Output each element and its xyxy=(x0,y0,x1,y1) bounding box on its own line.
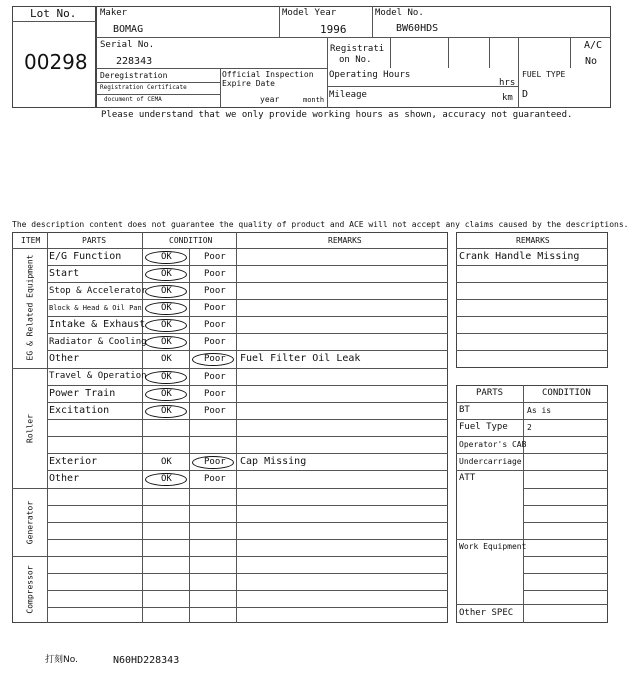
part-other-roller: Other xyxy=(49,473,80,484)
poor-label: Poor xyxy=(204,252,226,262)
poor-label: Poor xyxy=(204,320,226,330)
ac-label: A/C xyxy=(584,40,603,51)
poor-label: Poor xyxy=(204,303,226,313)
group-generator-label: Generator xyxy=(25,500,35,545)
km-label: km xyxy=(502,93,513,103)
poor-label: Poor xyxy=(204,406,226,416)
ok-label: OK xyxy=(161,354,172,364)
poor-label: Poor xyxy=(204,389,226,399)
col-item-header: ITEM xyxy=(21,236,41,245)
reg-cert-label: Registration Certificate xyxy=(100,84,187,91)
ok-selected-oval xyxy=(145,251,187,264)
poor-selected-oval xyxy=(192,353,234,366)
ac-value: No xyxy=(585,56,598,67)
fuel-type-row-value: 2 xyxy=(527,423,532,432)
group-eg-label: EG & Related Equipment xyxy=(25,254,35,361)
notice-text: Please understand that we only provide working hours as shown, accuracy not guaranteed. xyxy=(101,110,573,120)
year-label: year xyxy=(260,95,280,104)
remark-fuel-filter: Fuel Filter Oil Leak xyxy=(240,353,361,364)
col-parts-header: PARTS xyxy=(82,236,107,245)
ok-label: OK xyxy=(161,457,172,467)
deregistration-label: Deregistration xyxy=(100,71,168,80)
poor-label: Poor xyxy=(204,286,226,296)
att-label: ATT xyxy=(459,473,476,483)
col-remarks-header: REMARKS xyxy=(328,236,362,245)
hrs-label: hrs xyxy=(499,78,516,88)
parts-panel-col-condition: CONDITION xyxy=(542,388,591,398)
model-no-label: Model No. xyxy=(375,8,424,18)
poor-label: Poor xyxy=(204,474,226,484)
inspection-label: Official Inspection xyxy=(222,70,314,79)
part-block-head-oil-pan: Block & Head & Oil Pan xyxy=(49,304,142,312)
disclaimer-text: The description content does not guarantee the quality of product and ACE will not accept any claims caused by the descriptions. xyxy=(12,220,629,229)
poor-label: Poor xyxy=(204,457,226,467)
poor-label: Poor xyxy=(204,372,226,382)
model-year-label: Model Year xyxy=(282,8,337,18)
ok-label: OK xyxy=(161,252,172,262)
part-excitation: Excitation xyxy=(49,405,110,416)
part-stop-accelerator: Stop & Accelerator xyxy=(49,286,147,296)
mileage-label: Mileage xyxy=(329,90,367,100)
ok-selected-oval xyxy=(145,371,187,384)
part-eg-function: E/G Function xyxy=(49,251,122,262)
poor-label: Poor xyxy=(204,354,226,364)
engrave-label: 打刻No. xyxy=(45,655,78,665)
ok-label: OK xyxy=(161,474,172,484)
model-year-value: 1996 xyxy=(320,23,347,36)
part-start: Start xyxy=(49,268,80,279)
group-compressor-label: Compressor xyxy=(25,565,35,614)
ok-label: OK xyxy=(161,389,172,399)
maker-value: BOMAG xyxy=(113,24,144,35)
part-travel-operation: Travel & Operation xyxy=(49,371,147,381)
fuel-type-label: FUEL TYPE xyxy=(522,70,566,79)
ok-label: OK xyxy=(161,337,172,347)
ok-label: OK xyxy=(161,320,172,330)
ok-selected-oval xyxy=(145,268,187,281)
bt-value: As is xyxy=(527,406,552,415)
ok-selected-oval xyxy=(145,405,187,418)
part-power-train: Power Train xyxy=(49,388,116,399)
lot-label: Lot No. xyxy=(30,7,77,20)
operator-cab-label: Operator's CAB xyxy=(459,440,527,449)
ok-label: OK xyxy=(161,406,172,416)
work-equipment-label: Work Equipment xyxy=(459,542,527,551)
poor-selected-oval xyxy=(192,456,234,469)
operating-hours-label: Operating Hours xyxy=(329,70,411,80)
ok-label: OK xyxy=(161,372,172,382)
group-roller-label: Roller xyxy=(25,414,35,443)
part-exterior: Exterior xyxy=(49,456,98,467)
lot-number: 00298 xyxy=(24,50,88,74)
registration-label: Registrati xyxy=(330,44,385,54)
serial-value: 228343 xyxy=(116,56,153,67)
inspection-label-2: Expire Date xyxy=(222,79,275,88)
ok-selected-oval xyxy=(145,285,187,298)
fuel-type-row-label: Fuel Type xyxy=(459,422,508,432)
part-radiator-cooling: Radiator & Cooling xyxy=(49,337,147,347)
remark-cap-missing: Cap Missing xyxy=(240,456,307,467)
undercarriage-label: Undercarriage xyxy=(459,457,522,466)
ok-selected-oval xyxy=(145,336,187,349)
bt-label: BT xyxy=(459,405,470,415)
part-intake-exhaust: Intake & Exhaust xyxy=(49,319,146,330)
maker-label: Maker xyxy=(100,8,128,18)
ok-label: OK xyxy=(161,303,172,313)
fuel-type-value: D xyxy=(522,89,529,100)
part-other-eg: Other xyxy=(49,353,80,364)
poor-label: Poor xyxy=(204,337,226,347)
engrave-value: N60HD228343 xyxy=(113,655,180,666)
serial-label: Serial No. xyxy=(100,40,155,50)
remarks-panel-title: REMARKS xyxy=(516,236,550,245)
remark-crank-handle: Crank Handle Missing xyxy=(459,251,580,262)
cema-label: document of CEMA xyxy=(104,96,162,103)
parts-panel-col-parts: PARTS xyxy=(476,388,504,398)
registration-label-2: on No. xyxy=(339,55,372,65)
ok-label: OK xyxy=(161,286,172,296)
ok-selected-oval xyxy=(145,473,187,486)
other-spec-label: Other SPEC xyxy=(459,608,514,618)
model-no-value: BW60HDS xyxy=(396,23,439,34)
ok-selected-oval xyxy=(145,319,187,332)
col-condition-header: CONDITION xyxy=(169,236,213,245)
poor-label: Poor xyxy=(204,269,226,279)
ok-label: OK xyxy=(161,269,172,279)
month-label: month xyxy=(303,96,325,104)
ok-selected-oval xyxy=(145,388,187,401)
ok-selected-oval xyxy=(145,302,187,315)
